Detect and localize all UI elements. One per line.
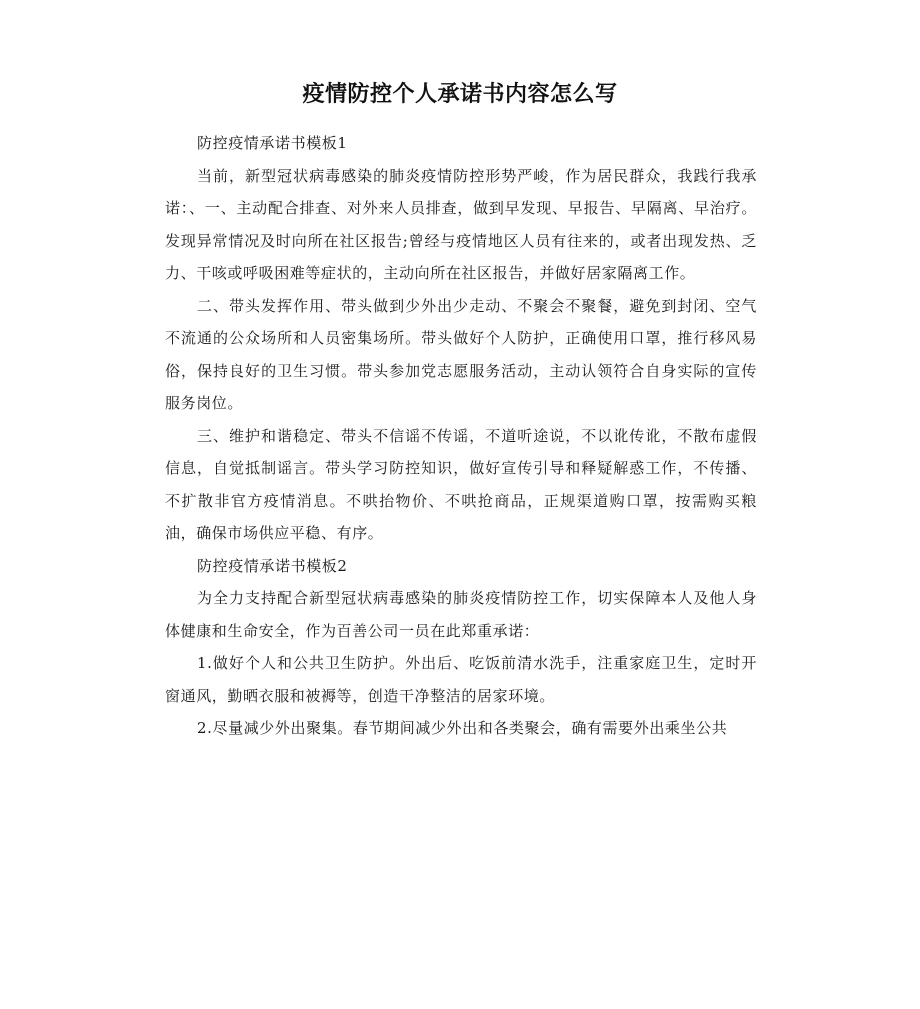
- section-heading-template-1: 防控疫情承诺书模板1: [197, 134, 348, 152]
- paragraph-item-three: 三、维护和谐稳定、带头不信谣不传谣，不道听途说，不以讹传讹，不散布虚假信息，自觉抵制谣言。带头学习防控知识，做好宣传引导和释疑解惑工作，不传播、不扩散非官方疫情消息。不哄抬物价、不哄抢商品，正规渠道购口罩，按需购买粮油，确保市场供应平稳、有序。: [165, 426, 757, 542]
- page-title: 疫情防控个人承诺书内容怎么写: [302, 81, 618, 107]
- section-heading-template-2: 防控疫情承诺书模板2: [197, 556, 348, 575]
- paragraph-company-pledge: 为全力支持配合新型冠状病毒感染的肺炎疫情防控工作，切实保障本人及他人身体健康和生命安全，作为百善公司一员在此郑重承诺：: [165, 589, 757, 640]
- document-body: [165, 127, 757, 745]
- paragraph-intro-pledge: 当前，新型冠状病毒感染的肺炎疫情防控形势严峻，作为居民群众，我践行我承诺：、一、主动配合排查、对外来人员排查，做到早发现、早报告、早隔离、早治疗。发现异常情况及时向所在社区报告;曾经与疫情地区人员有往来的，或者出现发热、乏力、干咳或呼吸困难等症状的，主动向所在社区报告，并做好居家隔离工作。: [165, 166, 757, 282]
- paragraph-numbered-1: 1.做好个人和公共卫生防护。外出后、吃饭前清水洗手，注重家庭卫生，定时开窗通风，勤晒衣服和被褥等，创造干净整洁的居家环境。: [165, 654, 757, 705]
- paragraph-item-two: 二、带头发挥作用、带头做到少外出少走动、不聚会不聚餐，避免到封闭、空气不流通的公众场所和人员密集场所。带头做好个人防护，正确使用口罩，推行移风易俗，保持良好的卫生习惯。带头参加党志愿服务活动，主动认领符合自身实际的宣传服务岗位。: [165, 296, 757, 412]
- paragraph-numbered-2: 2.尽量减少外出聚集。春节期间减少外出和各类聚会，确有需要外出乘坐公共: [197, 719, 728, 737]
